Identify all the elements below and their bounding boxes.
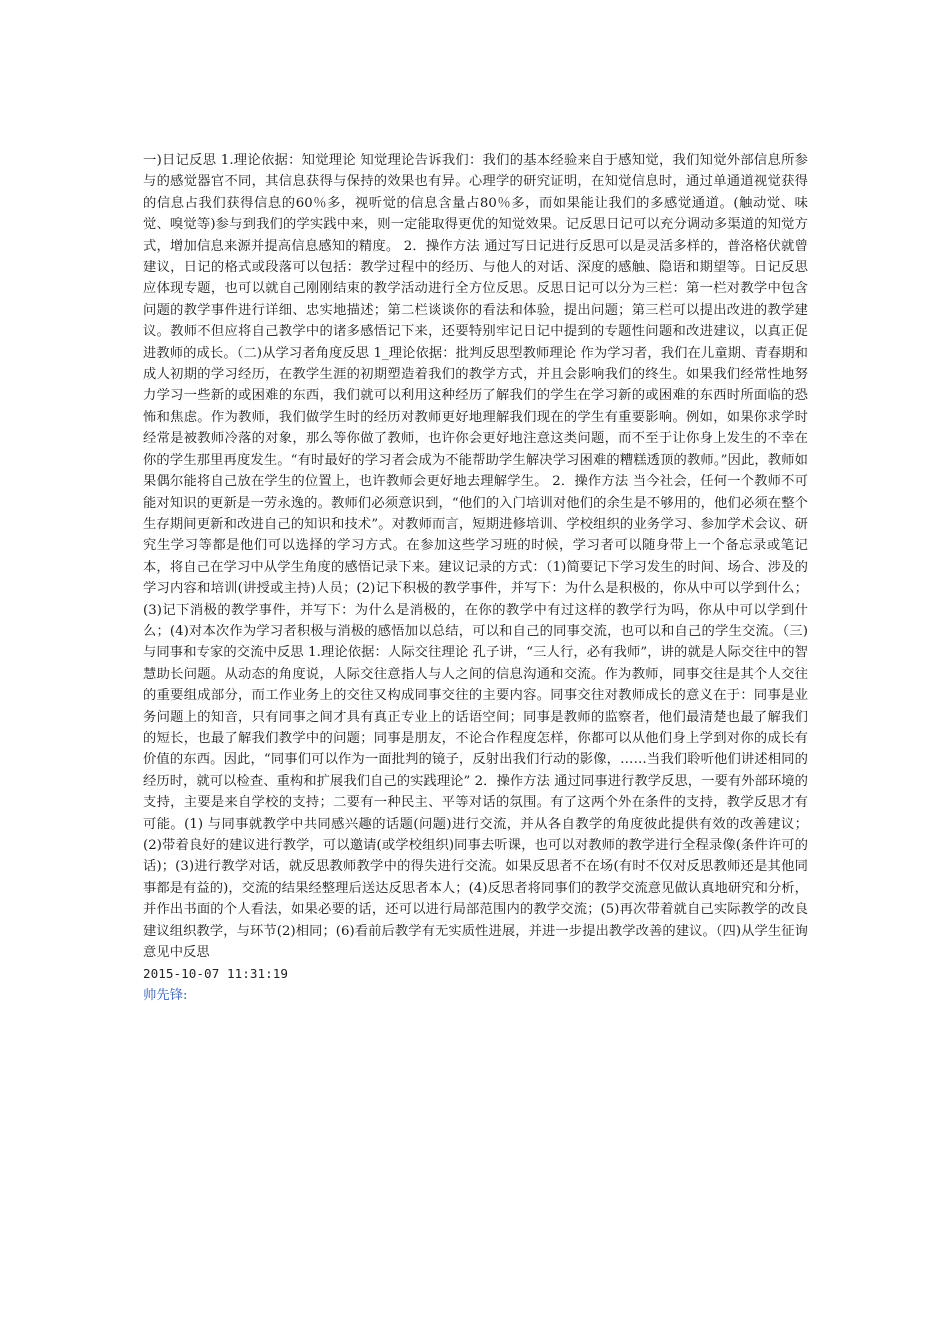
post-timestamp: 2015-10-07 11:31:19 [143,966,289,982]
article-body: 一)日记反思 1.理论依据：知觉理论 知觉理论告诉我们：我们的基本经验来自于感知觉，我们知觉外部信息所参与的感觉器官不同，其信息获得与保持的效果也有异。心理学的研究证明，在知觉信息时，通过单通道视觉获得的信息占我们获得信息的60％多，视听觉的信息含量占80％多，而如果能让我们的多感觉通道。(触动觉、味觉、嗅觉等)参与到我们的学实践中来，则一定能取得更优的知觉效果。记反思日记可以充分调动多渠道的知觉方式，增加信息来源并提高信息感知的精度。 2．操作方法 通过写日记进行反思可以是灵活多样的，普洛格伏就曾建议，日记的格式或段落可以包括：教学过程中的经历、与他人的对话、深度的感触、隐语和期望等。日记反思应体现专题，也可以就自己刚刚结束的教学活动进行全方位反思。反思日记可以分为三栏：第一栏对教学中包含问题的教学事件进行详细、忠实地描述；第二栏谈谈你的看法和体验，提出问题；第三栏可以提出改进的教学建议。教师不但应将自己教学中的诸多感悟记下来，还要特别牢记日记中提到的专题性问题和改进建议，以真正促进教师的成长。（二)从学习者角度反思 1_理论依据：批判反思型教师理论 作为学习者，我们在儿童期、青春期和成人初期的学习经历，在教学生涯的初期塑造着我们的教学方式，并且会影响我们的终生。如果我们经常性地努力学习一些新的或困难的东西，我们就可以利用这种经历了解我们的学生在学习新的或困难的东西时所面临的恐怖和焦虑。作为教师，我们做学生时的经历对教师更好地理解我们现在的学生有重要影响。例如，如果你求学时经常是被教师冷落的对象，那么等你做了教师，也许你会更好地注意这类问题，而不至于让你身上发生的不幸在你的学生那里再度发生。“有时最好的学习者会成为不能帮助学生解决学习困难的糟糕透顶的教师。”因此，教师如果偶尔能将自己放在学生的位置上，也许教师会更好地去理解学生。 2．操作方法 当今社会，任何一个教师不可能对知识的更新是一劳永逸的。教师们必须意识到，“他们的入门培训对他们的余生是不够用的，他们必须在整个生存期间更新和改进自己的知识和技术”。对教师而言，短期进修培训、学校组织的业务学习、参加学术会议、研究生学习等都是他们可以选择的学习方式。在参加这些学习班的时候，学习者可以随身带上一个备忘录或笔记本，将自己在学习中从学生角度的感悟记录下来。建议记录的方式：（1)简要记下学习发生的时间、场合、涉及的学习内容和培训(讲授或主持)人员；(2)记下积极的教学事件，并写下：为什么是积极的，你从中可以学到什么；(3)记下消极的教学事件，并写下：为什么是消极的，在你的教学中有过这样的教学行为吗，你从中可以学到什么；(4)对本次作为学习者积极与消极的感悟加以总结，可以和自己的同事交流，也可以和自己的学生交流。（三)与同事和专家的交流中反思 1.理论依据：人际交往理论 孔子讲，“三人行，必有我师”，讲的就是人际交往中的智慧助长问题。从动态的角度说，人际交往意指人与人之间的信息沟通和交流。作为教师，同事交往是其个人交往的重要组成部分，而工作业务上的交往又构成同事交往的主要内容。同事交往对教师成长的意义在于：同事是业务问题上的知音，只有同事之间才具有真正专业上的话语空间；同事是教师的监察者，他们最清楚也最了解我们的短长，也最了解我们教学中的问题；同事是朋友，不论合作程度怎样，你都可以从他们身上学到对你的成长有价值的东西。因此，“同事们可以作为一面批判的镜子，反射出我们行动的影像，……当我们聆听他们讲述相同的经历时，就可以检查、重构和扩展我们自己的实践理论” 2．操作方法 通过同事进行教学反思，一要有外部环境的支持，主要是来自学校的支持；二要有一种民主、平等对话的氛围。有了这两个外在条件的支持，教学反思才有可能。(1) 与同事就教学中共同感兴趣的话题(问题)进行交流，并从各自教学的角度彼此提供有效的改善建议；(2)带着良好的建议进行教学，可以邀请(或学校组织)同事去听课，也可以对教师的教学进行全程录像(条件许可的话)；(3)进行教学对话，就反思教师教学中的得失进行交流。如果反思者不在场(有时不仅对反思教师还是其他同事都是有益的)，交流的结果经整理后送达反思者本人；(4)反思者将同事们的教学交流意见做认真地研究和分析，并作出书面的个人看法，如果必要的话，还可以进行局部范围内的教学交流；(5)再次带着就自己实际教学的改良建议组织教学，与环节(2)相同；(6)看前后教学有无实质性进展，并进一步提出教学改善的建议。（四)从学生征询意见中反思 [143,153,808,961]
post-content [143,150,808,1007]
author-name[interactable]: 帅先锋: [143,988,188,1004]
